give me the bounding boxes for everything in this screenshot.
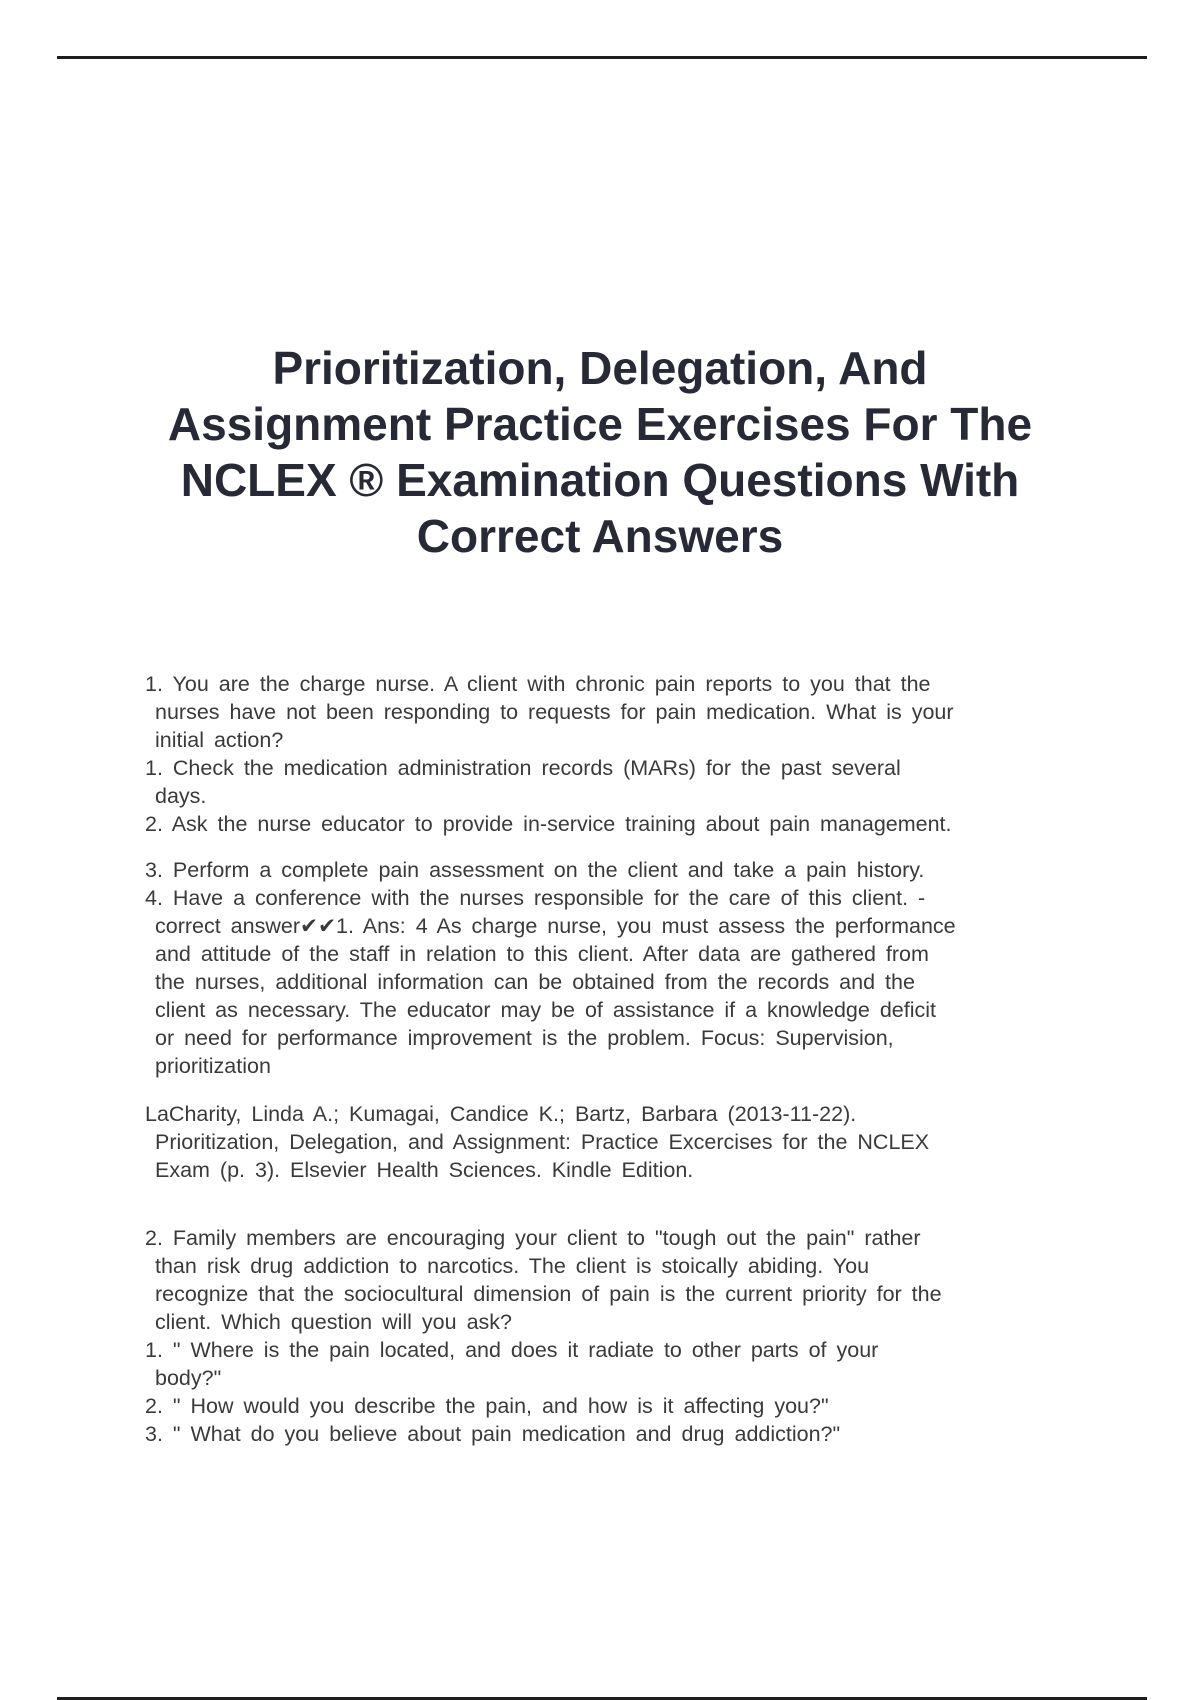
question-2-stem: recognize that the sociocultural dimension of pain is the current priority for the — [155, 1282, 942, 1306]
question-2-option-3: 3. " What do you believe about pain medication and drug addiction?" — [145, 1422, 841, 1446]
question-1-stem: nurses have not been responding to requests for pain medication. What is your — [155, 700, 954, 724]
citation-block — [145, 1100, 1085, 1184]
question-2-stem: than risk drug addiction to narcotics. The client is stoically abiding. You — [155, 1254, 870, 1278]
question-1-answer: and attitude of the staff in relation to this client. After data are gathered from — [155, 942, 929, 966]
title-line: Assignment Practice Exercises For The — [167, 398, 1033, 450]
question-1-answer: correct answer✔✔1. Ans: 4 As charge nurse, you must assess the performance — [155, 914, 956, 938]
question-1-answer: prioritization — [155, 1054, 271, 1078]
citation-line: Exam (p. 3). Elsevier Health Sciences. Kindle Edition. — [155, 1158, 694, 1182]
question-1-stem: initial action? — [155, 728, 284, 752]
question-1-option-3: 3. Perform a complete pain assessment on the client and take a pain history. — [145, 858, 925, 882]
question-2-stem: client. Which question will you ask? — [155, 1310, 512, 1334]
title-line: Prioritization, Delegation, And — [272, 342, 928, 394]
question-1-option-2: 2. Ask the nurse educator to provide in-service training about pain management. — [145, 812, 952, 836]
question-1-option-1: 1. Check the medication administration records (MARs) for the past several — [145, 756, 901, 780]
title-line: NCLEX ® Examination Questions With — [180, 454, 1020, 506]
question-1-option-1: days. — [155, 784, 207, 808]
question-1-block — [145, 670, 1085, 1080]
citation-line: LaCharity, Linda A.; Kumagai, Candice K.; Bartz, Barbara (2013-11-22). — [145, 1102, 857, 1126]
question-1-answer: the nurses, additional information can be obtained from the records and the — [155, 970, 915, 994]
question-1-answer: client as necessary. The educator may be of assistance if a knowledge deficit — [155, 998, 936, 1022]
question-2-option-1: 1. " Where is the pain located, and does it radiate to other parts of your — [145, 1338, 879, 1362]
question-1-option-4: 4. Have a conference with the nurses responsible for the care of this client. - — [145, 886, 926, 910]
question-2-block — [145, 1224, 1085, 1448]
title-line: Correct Answers — [416, 510, 784, 562]
question-2-stem: 2. Family members are encouraging your client to "tough out the pain" rather — [145, 1226, 921, 1250]
question-1-stem: 1. You are the charge nurse. A client with chronic pain reports to you that the — [145, 672, 931, 696]
question-1-answer: or need for performance improvement is the problem. Focus: Supervision, — [155, 1026, 894, 1050]
question-2-option-2: 2. " How would you describe the pain, and how is it affecting you?" — [145, 1394, 829, 1418]
question-2-option-1: body?" — [155, 1366, 222, 1390]
citation-line: Prioritization, Delegation, and Assignment: Practice Excercises for the NCLEX — [155, 1130, 930, 1154]
document-title — [130, 340, 1070, 564]
header-rule — [57, 56, 1147, 59]
